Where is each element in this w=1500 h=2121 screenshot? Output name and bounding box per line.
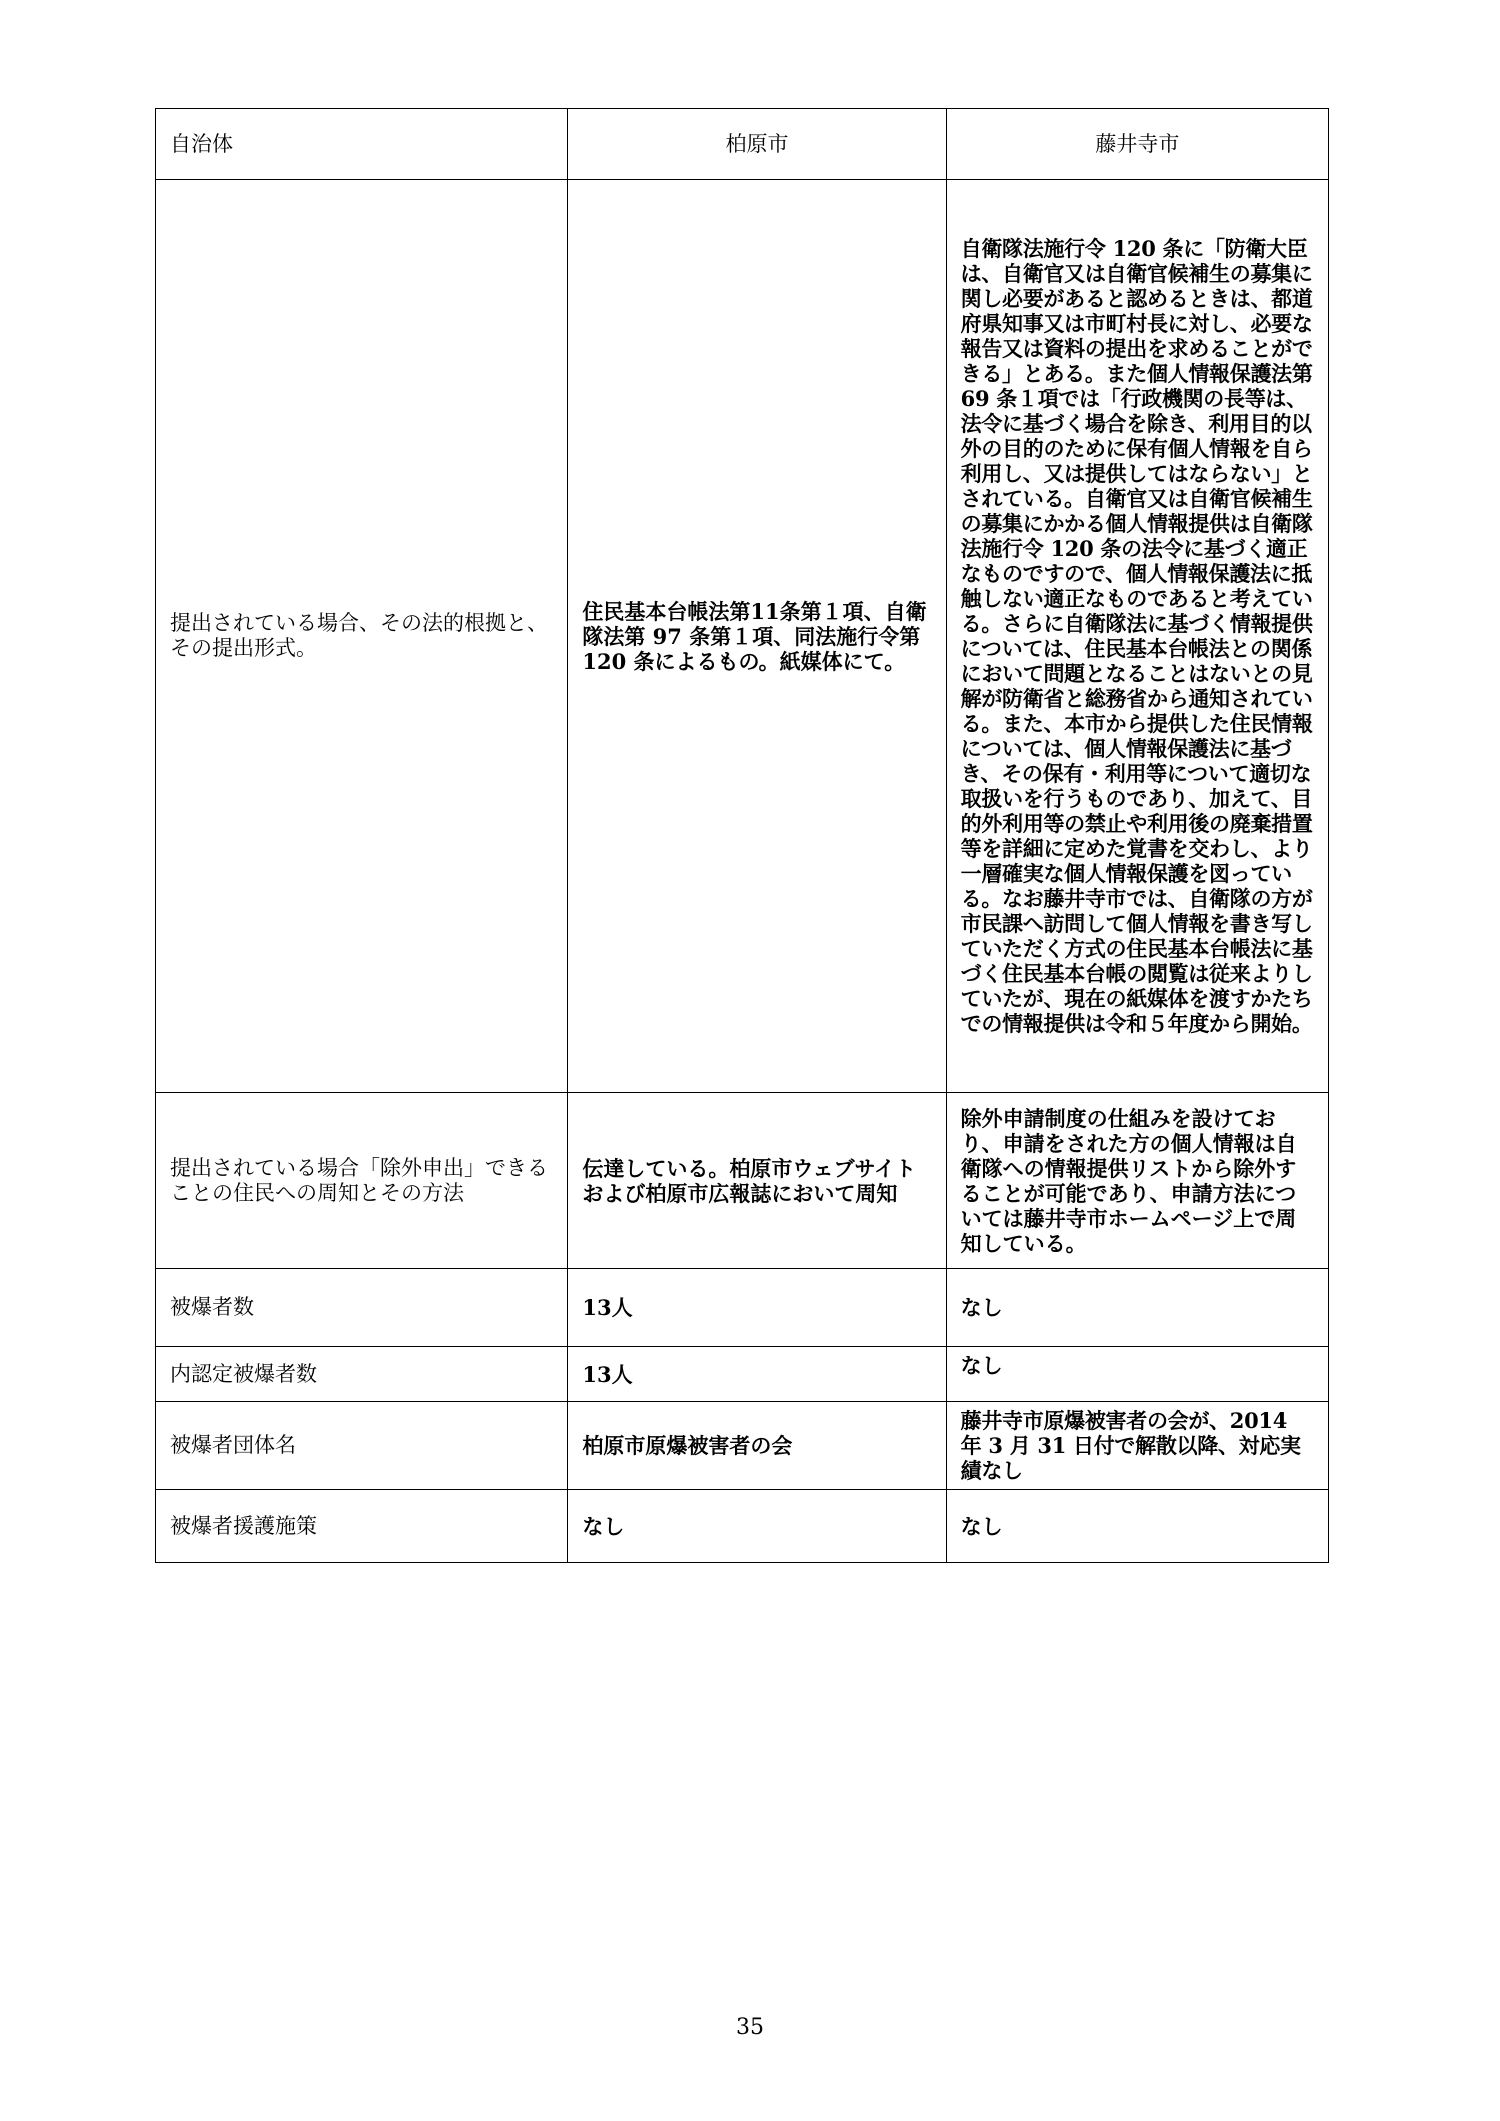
table-row-support-policy bbox=[156, 1490, 1329, 1563]
kashiwara-value: なし bbox=[568, 1490, 946, 1563]
kashiwara-value: 13人 bbox=[568, 1269, 946, 1347]
kashiwara-value: 柏原市原爆被害者の会 bbox=[568, 1402, 946, 1490]
fujiidera-value: 自衛隊法施行令 120 条に「防衛大臣は、自衛官又は自衛官候補生の募集に関し必要があると認めるときは、都道府県知事又は市町村長に対し、必要な報告又は資料の提出を求めることができる」とある。また個人情報保護法第 69 条１項では「行政機関の長等は、法令に基づく場合を除き、利用目的以外の目的のために保有個人情報を自ら利用し、又は提供してはならない」とされている。自衛官又は自衛官候補生の募集にかかる個人情報提供は自衛隊法施行令 120 条の法令に基づく適正なものですので、個人情報保護法に抵触しない適正なものであると考えている。さらに自衛隊法に基づく情報提供については、住民基本台帳法との関係において問題となることはないとの見解が防衛省と総務省から通知されている。また、本市から提供した住民情報については、個人情報保護法に基づき、その保有・利用等について適切な取扱いを行うものであり、加えて、目的外利用等の禁止や利用後の廃棄措置等を詳細に定めた覚書を交わし、より一層確実な個人情報保護を図っている。なお藤井寺市では、自衛隊の方が市民課へ訪問して個人情報を書き写していただく方式の住民基本台帳法に基づく住民基本台帳の閲覧は従来よりしていたが、現在の紙媒体を渡すかたちでの情報提供は令和５年度から開始。 bbox=[946, 180, 1328, 1093]
fujiidera-value: なし bbox=[946, 1269, 1328, 1347]
table-row-legal-basis bbox=[156, 180, 1329, 1093]
header-city-kashiwara: 柏原市 bbox=[568, 109, 946, 180]
row-label: 内認定被爆者数 bbox=[156, 1347, 568, 1402]
fujiidera-value: 藤井寺市原爆被害者の会が、2014 年 3 月 31 日付で解散以降、対応実績なし bbox=[946, 1402, 1328, 1490]
fujiidera-value: 除外申請制度の仕組みを設けており、申請をされた方の個人情報は自衛隊への情報提供リストから除外することが可能であり、申請方法については藤井寺市ホームページ上で周知している。 bbox=[946, 1093, 1328, 1269]
fujiidera-value: なし bbox=[946, 1490, 1328, 1563]
table-row-certified-count bbox=[156, 1347, 1329, 1402]
table-row-exclusion-notice bbox=[156, 1093, 1329, 1269]
row-label: 被爆者団体名 bbox=[156, 1402, 568, 1490]
kashiwara-value: 13人 bbox=[568, 1347, 946, 1402]
kashiwara-value: 住民基本台帳法第11条第１項、自衛隊法第 97 条第１項、同法施行令第 120 条によるもの。紙媒体にて。 bbox=[568, 180, 946, 1093]
header-label-cell: 自治体 bbox=[156, 109, 568, 180]
row-label: 提出されている場合、その法的根拠と、その提出形式。 bbox=[156, 180, 568, 1093]
row-label: 被爆者援護施策 bbox=[156, 1490, 568, 1563]
table-row-survivor-count bbox=[156, 1269, 1329, 1347]
fujiidera-value: なし bbox=[946, 1347, 1328, 1402]
table-header-row bbox=[156, 109, 1329, 180]
row-label: 提出されている場合「除外申出」できることの住民への周知とその方法 bbox=[156, 1093, 568, 1269]
header-city-fujiidera: 藤井寺市 bbox=[946, 109, 1328, 180]
comparison-table bbox=[155, 108, 1329, 1563]
kashiwara-value: 伝達している。柏原市ウェブサイトおよび柏原市広報誌において周知 bbox=[568, 1093, 946, 1269]
table-row-survivor-group bbox=[156, 1402, 1329, 1490]
page-number: 35 bbox=[736, 2015, 764, 2040]
row-label: 被爆者数 bbox=[156, 1269, 568, 1347]
